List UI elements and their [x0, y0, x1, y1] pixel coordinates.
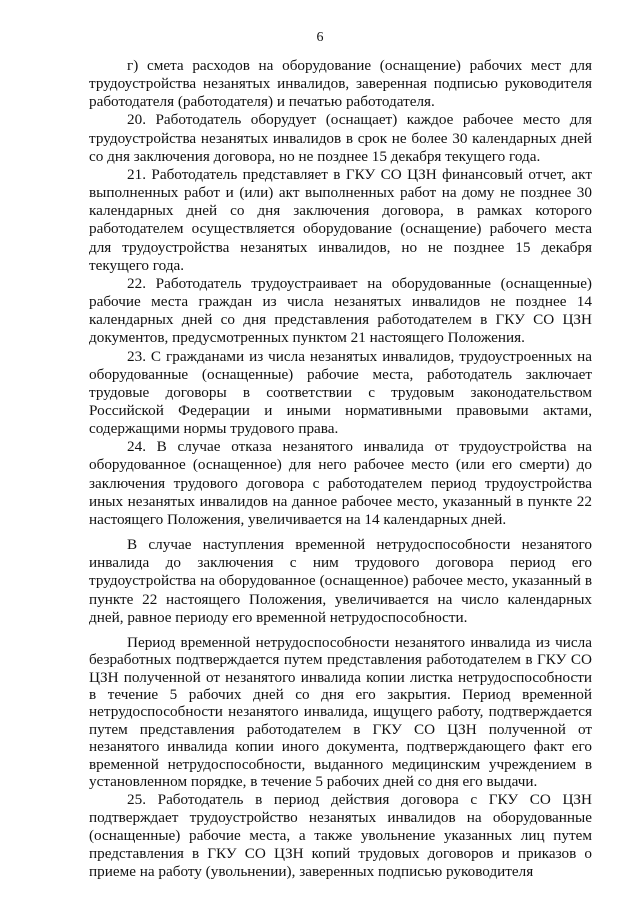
page-number: 6: [316, 30, 324, 45]
paragraph-24: 24. В случае отказа незанятого инвалида от трудоустройства на оборудованное (оснащенное) для него рабочее место (или его смерти) до заключения трудового договора с работодателем период трудоустройства иных незанятых инвалидов на данное рабочее место, указанный в пункте 22 настоящего Положения, увеличивается на 14 календарных дней.: [89, 438, 592, 528]
paragraph-23: 23. С гражданами из числа незанятых инвалидов, трудоустроенных на оборудованные (оснащенные) рабочие места, работодатель заключает трудовые договоры в соответствии с трудовым законодательством Российской Федерации и иными нормативными правовыми актами, содержащими нормы трудового права.: [89, 347, 592, 438]
paragraph-22: 22. Работодатель трудоустраивает на оборудованные (оснащенные) рабочие места граждан из числа незанятых инвалидов не позднее 14 календарных дней со дня представления работодателем в ГКУ СО ЦЗН документов, предусмотренных пунктом 21 настоящего Положения.: [89, 274, 592, 347]
paragraph-25: 25. Работодатель в период действия договора с ГКУ СО ЦЗН подтверждает трудоустройство незанятых инвалидов на оборудованные (оснащенные) рабочие места, а также увольнение указанных лиц путем представления в ГКУ СО ЦЗН копий трудовых договоров и приказов о приеме на работу (увольнении), заверенных подписью руководителя: [89, 790, 592, 881]
paragraph-24-disability-confirmation: Период временной нетрудоспособности незанятого инвалида из числа безработных подтверждается путем представления работодателем в ГКУ СО ЦЗН полученной от незанятого инвалида копии листка нетрудоспособности в течение 5 рабочих дней со дня его закрытия. Период временной нетрудоспособности незанятого инвалида, ищущего работу, подтверждается путем представления работодателем в ГКУ СО ЦЗН полученной от незанятого инвалида копии иного документа, подтверждающего факт его временной нетрудоспособности, выданного медицинским учреждением в установленном порядке, в течение 5 рабочих дней со дня его выдачи.: [89, 633, 592, 791]
paragraph-21: 21. Работодатель представляет в ГКУ СО ЦЗН финансовый отчет, акт выполненных работ и (или) акт выполненных работ на дому не позднее 30 календарных дней со дня заключения договора, в рамках которого работодателем осуществляется оборудование (оснащение) рабочего места для трудоустройства незанятых инвалидов, но не позднее 15 декабря текущего года.: [89, 165, 592, 274]
document-body: [89, 57, 592, 881]
paragraph-20: 20. Работодатель оборудует (оснащает) каждое рабочее место для трудоустройства незанятых инвалидов в срок не более 30 календарных дней со дня заключения договора, но не позднее 15 декабря текущего года.: [89, 111, 592, 165]
paragraph-19g-estimate: г) смета расходов на оборудование (оснащение) рабочих мест для трудоустройства незанятых инвалидов, заверенная подписью руководителя работодателя (работодателя) и печатью работодателя.: [89, 57, 592, 111]
paragraph-24-temporary-disability: В случае наступления временной нетрудоспособности незанятого инвалида до заключения с ним трудового договора период его трудоустройства на оборудованное (оснащенное) рабочее место, указанный в пункте 22 настоящего Положения, увеличивается на число календарных дней, равное периоду его временной нетрудоспособности.: [89, 536, 592, 626]
